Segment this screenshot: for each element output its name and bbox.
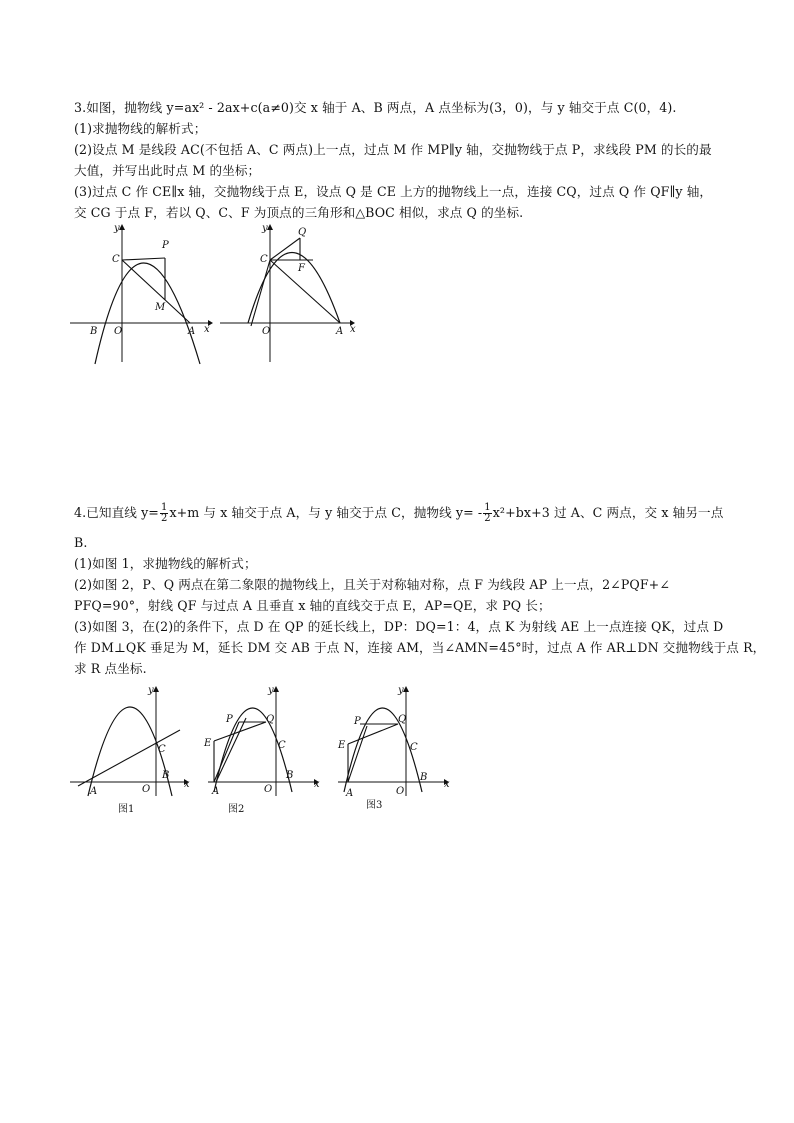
label-y: y bbox=[262, 223, 268, 234]
label-E: E bbox=[204, 738, 212, 749]
problem4-line1-part-b: x+m 与 x 轴交于点 A，与 y 轴交于点 C，抛物线 y= - bbox=[169, 505, 483, 520]
label-P: P bbox=[162, 240, 169, 251]
problem4-line5: PFQ=90°，射线 QF 与过点 A 且垂直 x 轴的直线交于点 E，AP=QE，求 PQ 长； bbox=[74, 598, 551, 613]
problem3-line2: (1)求抛物线的解析式； bbox=[74, 121, 207, 136]
label-A: A bbox=[188, 326, 196, 337]
label-y: y bbox=[398, 685, 404, 696]
segment-EQ bbox=[348, 724, 398, 744]
problem4-figure3 bbox=[332, 684, 456, 816]
label-A: A bbox=[336, 326, 344, 337]
label-Q: Q bbox=[298, 227, 307, 238]
y-axis-arrow bbox=[119, 224, 125, 230]
label-F: F bbox=[298, 263, 305, 274]
label-M: M bbox=[155, 302, 166, 313]
label-A: A bbox=[90, 786, 98, 797]
label-B: B bbox=[420, 772, 428, 783]
label-x: x bbox=[184, 779, 190, 790]
label-C: C bbox=[260, 254, 268, 265]
y-axis-arrow bbox=[273, 686, 279, 692]
problem4-line7: 作 DM⊥QK 垂足为 M，延长 DM 交 AB 于点 N，连接 AM，当∠AMN=45°时，过点 A 作 AR⊥DN 交抛物线于点 R， bbox=[74, 640, 766, 655]
label-y: y bbox=[148, 685, 154, 696]
problem4-figure1 bbox=[68, 684, 198, 816]
y-axis-arrow bbox=[403, 686, 409, 692]
label-O: O bbox=[114, 326, 123, 337]
y-axis-arrow bbox=[153, 686, 159, 692]
segment-CP bbox=[122, 258, 165, 260]
problem4-line2: B. bbox=[74, 535, 88, 550]
problem4-line1-part-c: x²+bx+3 过 A、C 两点，交 x 轴另一点 bbox=[492, 505, 724, 520]
caption-fig3: 图3 bbox=[366, 800, 383, 811]
segment-CA bbox=[122, 260, 190, 323]
problem3-line4: 大值，并写出此时点 M 的坐标； bbox=[74, 163, 261, 178]
label-O: O bbox=[142, 784, 151, 795]
y-axis-arrow bbox=[267, 224, 273, 230]
extension-left bbox=[251, 260, 270, 326]
segment-AP bbox=[214, 722, 239, 782]
problem3-line3: (2)设点 M 是线段 AC(不包括 A、C 两点)上一点，过点 M 作 MP∥y 轴，交抛物线于点 P，求线段 PM 的长的最 bbox=[74, 142, 712, 157]
problem4-line3: (1)如图 1，求抛物线的解析式； bbox=[74, 556, 257, 571]
label-C: C bbox=[410, 742, 418, 753]
label-O: O bbox=[396, 786, 405, 797]
segment-AP bbox=[348, 726, 367, 782]
label-B: B bbox=[90, 326, 98, 337]
problem3-line6: 交 CG 于点 F，若以 Q、C、F 为顶点的三角形和△BOC 相似，求点 Q 的坐标. bbox=[74, 205, 524, 220]
label-x: x bbox=[350, 324, 356, 335]
problem4-line8: 求 R 点坐标. bbox=[74, 661, 147, 676]
label-C: C bbox=[112, 254, 120, 265]
label-B: B bbox=[286, 770, 294, 781]
segment-CA bbox=[270, 260, 340, 323]
label-Q: Q bbox=[266, 714, 275, 725]
label-O: O bbox=[264, 784, 273, 795]
label-P: P bbox=[354, 716, 361, 727]
label-P: P bbox=[226, 714, 233, 725]
problem4-line1 bbox=[74, 503, 724, 524]
label-B: B bbox=[162, 770, 170, 781]
label-C: C bbox=[158, 744, 166, 755]
label-A: A bbox=[346, 788, 354, 799]
problem4-line4: (2)如图 2，P、Q 两点在第二象限的抛物线上，且关于对称轴对称，点 F 为线段 AP 上一点，2∠PQF+∠ bbox=[74, 577, 670, 592]
fraction-one-half-2: $\frac{1}{2}$ bbox=[484, 502, 491, 524]
label-A: A bbox=[212, 786, 220, 797]
problem3-figure1 bbox=[70, 222, 220, 364]
problem4-line1-part-a: 4.已知直线 y= bbox=[74, 505, 159, 520]
parabola bbox=[95, 263, 200, 364]
chord-A bbox=[216, 718, 246, 782]
label-C: C bbox=[278, 740, 286, 751]
label-x: x bbox=[444, 779, 450, 790]
fraction-one-half: $\frac{1}{2}$ bbox=[160, 502, 168, 524]
label-y: y bbox=[268, 685, 274, 696]
problem3-line1: 3.如图，抛物线 y=ax² - 2ax+c(a≠0)交 x 轴于 A、B 两点，A 点坐标为(3，0)，与 y 轴交于点 C(0，4). bbox=[74, 100, 677, 115]
problem4-figure2 bbox=[202, 684, 326, 816]
caption-fig2: 图2 bbox=[228, 804, 245, 815]
label-y: y bbox=[114, 223, 120, 234]
caption-fig1: 图1 bbox=[118, 804, 135, 815]
label-x: x bbox=[204, 324, 210, 335]
label-x: x bbox=[314, 779, 320, 790]
problem4-line6: (3)如图 3，在(2)的条件下，点 D 在 QP 的延长线上，DP：DQ=1：4，点 K 为射线 AE 上一点连接 QK，过点 D bbox=[74, 619, 724, 634]
label-E: E bbox=[338, 740, 346, 751]
segment-CQ bbox=[270, 238, 300, 260]
problem3-line5: (3)过点 C 作 CE∥x 轴，交抛物线于点 E，设点 Q 是 CE 上方的抛物线上一点，连接 CQ，过点 Q 作 QF∥y 轴， bbox=[74, 184, 713, 199]
label-Q: Q bbox=[398, 714, 407, 725]
problem3-figure2 bbox=[218, 222, 368, 364]
label-O: O bbox=[262, 326, 271, 337]
